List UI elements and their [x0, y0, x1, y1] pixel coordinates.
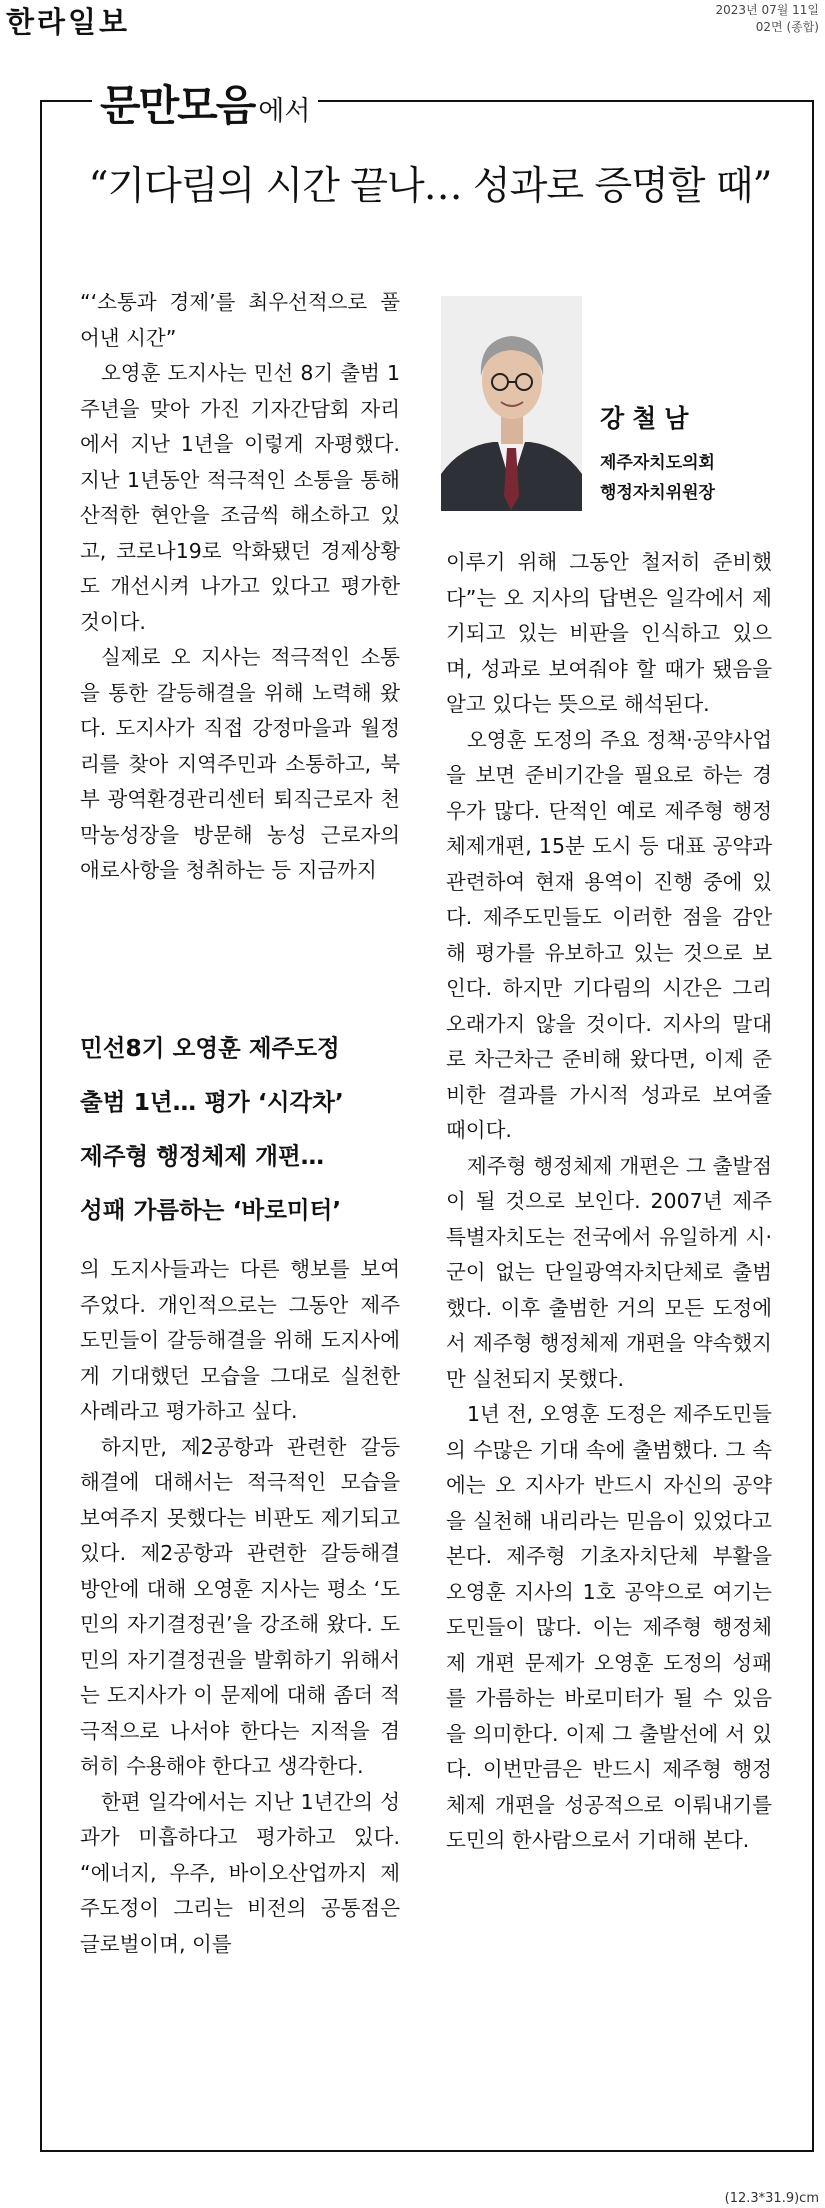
body-paragraph: 의 도지사들과는 다른 행보를 보여주었다. 개인적으로는 그동안 제주도민들이 갈등해결을 위해 도지사에게 기대했던 모습을 그대로 실천한 사례라고 평가하고 싶다.	[80, 1257, 400, 1423]
right-column	[446, 545, 772, 1859]
left-column-top	[80, 285, 400, 889]
subheading-line: 민선8기 오영훈 제주도정	[80, 1034, 340, 1062]
newspaper-masthead: 한라일보	[6, 5, 131, 39]
author-portrait-image	[441, 296, 582, 511]
author-title-line: 행정자치위원장	[600, 483, 715, 503]
author-name: 강철남	[600, 404, 697, 433]
size-note: (12.3*31.9)cm	[724, 2191, 819, 2206]
author-title	[600, 448, 715, 508]
page-number: 02면 (종합)	[755, 20, 819, 34]
subheading-line: 성패 가름하는 ‘바로미터’	[80, 1196, 342, 1224]
body-paragraph: 오영훈 도지사는 민선 8기 출범 1주년을 맞아 가진 기자간담회 자리에서 지난 1년을 이렇게 자평했다. 지난 1년동안 적극적인 소통을 통해 산적한 현안을 조금씩 해소하고 있고, 코로나19로 악화됐던 경제상황도 개선시켜 나가고 있다고 평가한 것이다.	[80, 361, 400, 634]
body-paragraph: 제주형 행정체제 개편은 그 출발점이 될 것으로 보인다. 2007년 제주특별자치도는 전국에서 유일하게 시·군이 없는 단일광역자치단체로 출범했다. 이후 출범한 거의 모든 도정에서 제주형 행정체제 개편을 약속했지만 실천되지 못했다.	[446, 1153, 772, 1391]
author-photo	[441, 296, 582, 511]
subheading-line: 제주형 행정체제 개편…	[80, 1142, 325, 1170]
subheading-line: 출범 1년… 평가 ‘시각차’	[80, 1088, 344, 1116]
body-paragraph: 오영훈 도정의 주요 정책·공약사업을 보면 준비기간을 필요로 하는 경우가 많다. 단적인 예로 제주형 행정체제개편, 15분 도시 등 대표 공약과 관련하여 현재 용역이 진행 중에 있다. 제주도민들도 이러한 점을 감안해 평가를 유보하고 있는 것으로 보인다. 하지만 기다림의 시간은 그리 오래가지 않을 것이다. 지사의 말대로 차근차근 준비해 왔다면, 이제 준비한 결과를 가시적 성과로 보여줄 때이다.	[446, 727, 772, 1142]
column-label	[92, 73, 318, 133]
issue-date: 2023년 07월 11일	[715, 3, 819, 17]
article-headline: “기다림의 시간 끝나… 성과로 증명할 때”	[88, 164, 772, 209]
author-title-line: 제주자치도의회	[600, 453, 715, 473]
issue-info	[716, 2, 819, 36]
body-paragraph: 이루기 위해 그동안 철저히 준비했다”는 오 지사의 답변은 일각에서 제기되고 있는 비판을 인식하고 있으며, 성과로 보여줘야 할 때가 됐음을 알고 있다는 뜻으로 해석된다.	[446, 550, 772, 716]
column-label-main: 문만모음	[100, 81, 255, 130]
body-paragraph: 1년 전, 오영훈 도정은 제주도민들의 수많은 기대 속에 출범했다. 그 속에는 오 지사가 반드시 자신의 공약을 실천해 내리라는 믿음이 있었다고 본다. 제주형 기초자치단체 부활을 오영훈 지사의 1호 공약으로 여기는 도민들이 많다. 이는 제주형 행정체제 개편 문제가 오영훈 도정의 성패를 가름하는 바로미터가 될 수 있음을 의미한다. 이제 그 출발선에 서 있다. 이번만큼은 반드시 제주형 행정체제 개편을 성공적으로 이뤄내기를 도민의 한사람으로서 기대해 본다.	[446, 1402, 772, 1852]
lead-quote: “‘소통과 경제’를 최우선적으로 풀어낸 시간”	[80, 290, 400, 350]
body-paragraph: 실제로 오 지사는 적극적인 소통을 통한 갈등해결을 위해 노력해 왔다. 도지사가 직접 강정마을과 월정리를 찾아 지역주민과 소통하고, 북부 광역환경관리센터 퇴직근로자 천막농성장을 방문해 농성 근로자의 애로사항을 청취하는 등 지금까지	[80, 645, 400, 882]
left-column-bottom	[80, 1252, 400, 1962]
column-label-suffix: 에서	[258, 96, 311, 127]
body-paragraph: 한편 일각에서는 지난 1년간의 성과가 미흡하다고 평가하고 있다. “에너지, 우주, 바이오산업까지 제주도정이 그리는 비전의 공통점은 글로벌이며, 이를	[80, 1789, 400, 1956]
body-paragraph: 하지만, 제2공항과 관련한 갈등 해결에 대해서는 적극적인 모습을 보여주지 못했다는 비판도 제기되고 있다. 제2공항과 관련한 갈등해결 방안에 대해 오영훈 지사는 평소 ‘도민의 자기결정권’을 강조해 왔다. 도민의 자기결정권을 발휘하기 위해서는 도지사가 이 문제에 대해 좀더 적극적으로 나서야 한다는 지적을 겸허히 수용해야 한다고 생각한다.	[80, 1434, 400, 1778]
